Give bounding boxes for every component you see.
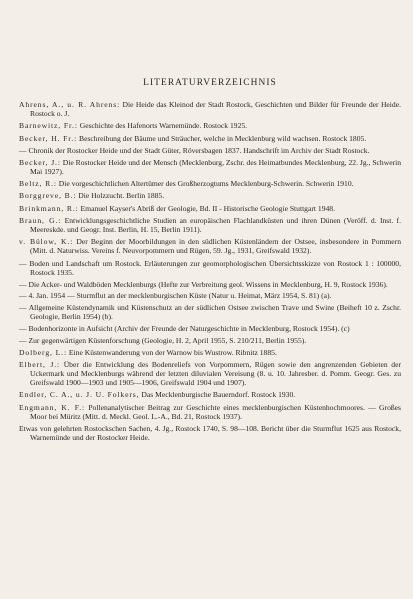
- entry-text: Über die Entwicklung des Bodenreliefs von Vorpommern, Rügen sowie den angrenzenden Gebieten der Uckermark und Mecklenburgs während der letzten diluvialen Vereisung (8. u. 10. Jahresber. d. Pomm. Geogr. Ges. zu Greifswald 1900—1903 und 1905—1906, Greifswald 1904 und 1907).: [30, 359, 401, 388]
- entry-text: Geschichte des Hafenorts Warnemünde. Rostock 1925.: [77, 121, 248, 131]
- page-title: LITERATURVERZEICHNIS: [143, 78, 277, 88]
- entry-author: Barnewitz, Fr.:: [19, 121, 78, 131]
- entry-text: Eine Küstenwanderung von der Warnow bis Wustrow. Ribnitz 1885.: [67, 347, 277, 357]
- entry-author: Borggreve, B.:: [19, 191, 77, 201]
- entry-text: — Chronik der Rostocker Heide und der Stadt Güter, Röversbagen 1837. Handschrift im Archiv der Stadt Rostock.: [19, 145, 370, 155]
- bibliography-entry: [19, 259, 401, 277]
- bibliography-entry: [19, 179, 401, 188]
- entry-author: Beltz, R.:: [19, 179, 57, 189]
- entry-text: Die Holzzucht. Berlin 1885.: [76, 191, 165, 201]
- bibliography-entry: [19, 390, 401, 399]
- bibliography-entry: [19, 121, 401, 130]
- entry-text: — 4. Jan. 1954 — Sturmflut an der mecklenburgischen Küste (Natur u. Heimat, März 1954, S. 81) (a).: [19, 291, 332, 301]
- entry-author: Ahrens, A., u. R. Ahrens:: [19, 100, 121, 109]
- entry-text: Pollenanalytischer Beitrag zur Geschichte eines mecklenburgischen Küstenhochmoores. — Großes Moor bei Müritz (Mitt. d. Meckl. Geol. L.-A., Bd. 21, Rostock 1937).: [30, 402, 401, 421]
- bibliography-list: [19, 100, 401, 442]
- bibliography-entry: [19, 134, 401, 143]
- bibliography-entry: [19, 403, 401, 421]
- bibliography-entry: [19, 158, 401, 176]
- bibliography-entry: [19, 291, 401, 300]
- entry-author: Dolberg, L.:: [19, 347, 67, 357]
- entry-author: Engmann, K. F.:: [19, 402, 86, 412]
- entry-text: Etwas von gelehrten Rostockschen Sachen, 4. Jg., Rostock 1740, S. 98—108. Bericht über die Sturmflut 1625 aus Rostock, Warnemünde und der Rostocker Heide.: [19, 423, 401, 443]
- bibliography-entry: [19, 191, 401, 200]
- bibliography-entry: [19, 146, 401, 155]
- entry-author: Braun, G.:: [19, 215, 62, 225]
- entry-text: — Die Acker- und Waldböden Mecklenburgs (Hefte zur Verbreitung geol. Wissens in Mecklenburg, H. 9, Rostock 1936).: [19, 279, 388, 289]
- bibliography-entry: [19, 237, 401, 255]
- bibliography-entry: [19, 216, 401, 234]
- bibliography-entry: [19, 303, 401, 321]
- entry-text: — Boden und Landschaft um Rostock. Erläuterungen zur geomorphologischen Übersichtsskizze von Rostock 1 : 100000, Rostock 1935.: [19, 258, 401, 277]
- bibliography-entry: [19, 204, 401, 213]
- bibliography-entry: [19, 360, 401, 387]
- entry-text: Die vorgeschichtlichen Altertümer des Großherzogtums Mecklenburg-Schwerin. Schwerin 1910.: [56, 179, 354, 189]
- entry-author: Endler, C. A., u. J. U. Folkers,: [19, 390, 140, 400]
- bibliography-entry: [19, 100, 401, 118]
- entry-author: Brinkmann, R.:: [19, 203, 79, 213]
- entry-author: Elbert, J.:: [19, 359, 61, 369]
- entry-author: Becker, J.:: [19, 157, 61, 167]
- entry-text: Das Mecklenburgische Bauerndorf. Rostock 1930.: [139, 390, 296, 400]
- entry-author: v. Bülow, K.:: [19, 237, 74, 247]
- entry-text: Die Rostocker Heide und der Mensch (Mecklenburg, Zschr. des Heimatbundes Mecklenburg, 22. Jg., Schwerin Mai 1927).: [30, 157, 401, 176]
- entry-author: Becker, H. Fr.:: [19, 133, 78, 143]
- entry-text: — Allgemeine Küstendynamik und Küstenschutz an der südlichen Ostsee zwischen Trave und Swine (Beiheft 10 z. Zschr. Geologie, Berlin 1954) (b).: [19, 303, 401, 322]
- bibliography-entry: [19, 324, 401, 333]
- entry-text: Die Heide das Kleinod der Stadt Rostock, Geschichten und Bilder für Freunde der Heide. Rostock o. J.: [30, 100, 401, 119]
- bibliography-entry: [19, 348, 401, 357]
- bibliography-entry: [19, 424, 401, 442]
- entry-text: — Bodenhorizonte in Aufsicht (Archiv der Freunde der Naturgeschichte in Mecklenburg, Rostock 1954). (c): [19, 324, 350, 333]
- bibliography-entry: [19, 280, 401, 289]
- entry-text: — Zur gegenwärtigen Küstenforschung (Geologie, H. 2, April 1955, S. 210/211, Berlin 1955).: [19, 335, 307, 345]
- entry-text: Emanuel Kayser's Abriß der Geologie, Bd. II - Historische Geologie Stuttgart 1948.: [78, 203, 335, 213]
- entry-text: Entwicklungsgeschichtliche Studien an europäischen Flachlandküsten und ihren Dünen (Veröff. d. Inst. f. Meereskde. und Geogr. Inst. Berlin, H. 15, Berlin 1911).: [30, 215, 401, 235]
- entry-text: Beschreibung der Bäume und Sträucher, welche in Mecklenburg wild wachsen. Rostock 1805.: [77, 133, 367, 143]
- entry-text: Der Beginn der Moorbildungen in den südlichen Küstenländern der Ostsee, insbesondere in Pommern (Mitt. d. Naturwiss. Vereins f. Neuvorpommern und Rügen, 59. Jg., 1931, Greifswald 1932).: [30, 237, 401, 256]
- bibliography-entry: [19, 336, 401, 345]
